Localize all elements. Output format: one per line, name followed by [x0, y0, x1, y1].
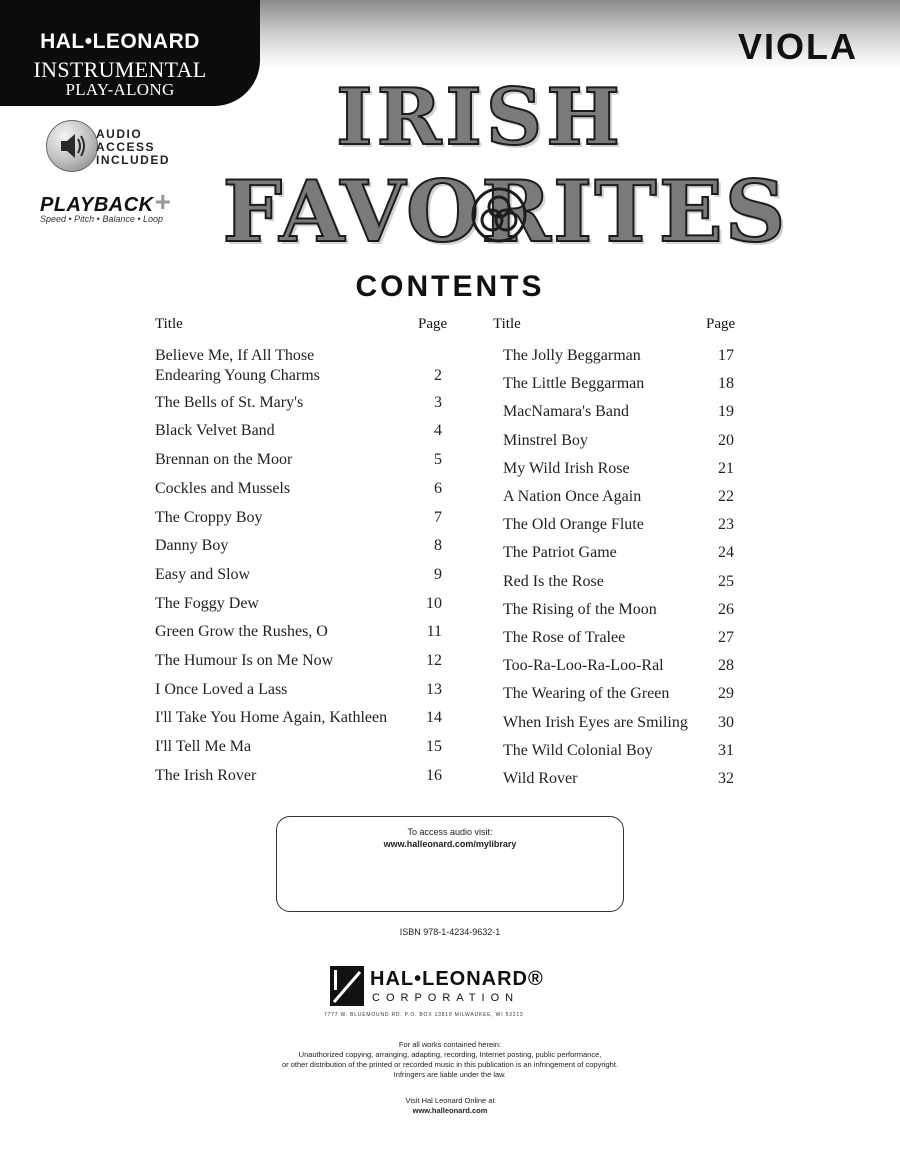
toc-title-right-4	[503, 459, 630, 479]
left-title-header: Title	[155, 316, 183, 332]
toc-title-right-10	[503, 628, 625, 648]
toc-page-number: 3	[434, 393, 442, 411]
toc-title-right-7	[503, 543, 617, 563]
toc-title-left-5	[155, 508, 263, 528]
right-page-header: Page	[706, 316, 736, 332]
toc-title-line: The Patriot Game	[503, 544, 617, 562]
toc-title-right-5	[503, 487, 641, 507]
toc-title-right-0	[503, 346, 641, 366]
audio-access-url[interactable]: www.halleonard.com/mylibrary	[383, 839, 517, 849]
toc-title-left-0	[155, 346, 320, 386]
book-title-line-2: FAVORITES	[222, 162, 788, 261]
instrument-label: VIOLA	[737, 26, 858, 67]
toc-title-line: The Old Orange Flute	[503, 516, 644, 534]
toc-page-number: 24	[718, 544, 734, 562]
toc-title-left-12	[155, 708, 387, 728]
toc-title-line: The Little Beggarman	[503, 375, 645, 393]
visit-online	[0, 1096, 900, 1116]
toc-title-right-8	[503, 572, 604, 592]
toc-title-left-3	[155, 450, 292, 470]
toc-title-right-12	[503, 684, 669, 704]
toc-title-line: Too-Ra-Loo-Ra-Loo-Ral	[503, 657, 664, 675]
toc-page-number: 17	[718, 347, 734, 364]
toc-page-number: 5	[434, 451, 442, 469]
toc-page-number: 18	[718, 375, 734, 393]
toc-title-line: I'll Tell Me Ma	[155, 738, 252, 756]
audio-badge-line-3: INCLUDED	[96, 153, 170, 167]
legal-line: Unauthorized copying, arranging, adapting, recording, Internet posting, public performance,	[298, 1050, 602, 1059]
toc-title-line: The Foggy Dew	[155, 594, 259, 612]
celtic-knot-icon	[470, 186, 528, 244]
hal-leonard-mark-icon	[330, 966, 364, 1006]
toc-title-line: The Jolly Beggarman	[503, 347, 641, 364]
toc-page-number: 13	[426, 680, 442, 698]
toc-title-right-15	[503, 769, 577, 789]
playback-features: Speed • Pitch • Balance • Loop	[40, 214, 164, 224]
toc-page-number: 32	[718, 770, 734, 787]
brand-name: HAL•LEONARD	[40, 30, 200, 53]
toc-title-line: Green Grow the Rushes, O	[155, 623, 328, 641]
toc-title-line: The Bells of St. Mary's	[155, 393, 304, 411]
toc-title-left-14	[155, 766, 256, 786]
toc-page-number: 14	[426, 709, 442, 727]
toc-title-left-7	[155, 565, 250, 585]
toc-page-number: 4	[434, 422, 442, 440]
toc-page-number: 23	[718, 516, 734, 534]
toc-page-number: 15	[426, 738, 442, 756]
toc-title-left-2	[155, 421, 275, 441]
toc-page-number: 19	[718, 403, 734, 421]
publisher-sub: CORPORATION	[372, 992, 520, 1004]
series-line-2: PLAY-ALONG	[65, 80, 175, 99]
left-page-header: Page	[418, 316, 448, 332]
toc-page-number: 11	[426, 623, 442, 641]
toc-title-right-9	[503, 600, 657, 620]
series-line-1: INSTRUMENTAL	[33, 57, 207, 82]
visit-text: Visit Hal Leonard Online at	[405, 1096, 495, 1105]
toc-title-line: The Croppy Boy	[155, 508, 263, 526]
publisher-logo	[324, 966, 580, 1026]
toc-title-right-2	[503, 402, 629, 422]
toc-page-number: 25	[718, 572, 734, 590]
toc-page-number: 21	[718, 459, 734, 477]
publisher-name: HAL•LEONARD®	[370, 968, 544, 990]
audio-badge-line-1: AUDIO	[96, 127, 143, 141]
toc-page-number: 27	[718, 629, 734, 646]
legal-line: For all works contained herein:	[398, 1040, 502, 1049]
toc-page-number: 31	[718, 741, 734, 759]
toc-title-line: Brennan on the Moor	[155, 451, 293, 469]
toc-title-left-10	[155, 651, 333, 671]
toc-title-line: The Wild Colonial Boy	[503, 741, 653, 759]
toc-title-line: The Wearing of the Green	[503, 685, 670, 703]
toc-title-left-4	[155, 479, 290, 499]
toc-page-number: 8	[434, 537, 442, 555]
toc-page-number: 16	[426, 766, 442, 784]
right-title-header: Title	[493, 316, 521, 332]
toc-title-line: The Rose of Tralee	[503, 629, 626, 646]
toc-title-line: A Nation Once Again	[503, 488, 642, 505]
toc-title-line: Endearing Young Charms	[155, 367, 320, 384]
contents-heading: CONTENTS	[355, 270, 545, 303]
toc-page-number: 6	[434, 479, 442, 497]
legal-line: or other distribution of the printed or recorded music in this publication is an infringement of copyright.	[281, 1060, 618, 1069]
toc-title-left-6	[155, 536, 228, 556]
toc-title-left-11	[155, 680, 287, 700]
legal-notice	[0, 1040, 900, 1080]
toc-title-right-1	[503, 374, 644, 394]
toc-title-line: My Wild Irish Rose	[503, 459, 630, 477]
visit-url[interactable]: www.halleonard.com	[412, 1106, 488, 1115]
toc-title-right-6	[503, 515, 644, 535]
toc-title-line: I'll Take You Home Again, Kathleen	[155, 709, 388, 727]
toc-title-right-13	[503, 713, 688, 733]
toc-title-left-13	[155, 737, 251, 757]
toc-title-line: Minstrel Boy	[503, 431, 588, 449]
audio-access-box	[276, 816, 624, 912]
toc-title-line: The Irish Rover	[155, 766, 257, 784]
toc-page-number: 29	[718, 685, 734, 703]
toc-page-number: 10	[426, 594, 442, 612]
playback-plus-icon: +	[154, 186, 172, 217]
toc-title-line: When Irish Eyes are Smiling	[503, 713, 688, 731]
toc-title-right-14	[503, 741, 653, 761]
toc-title-left-9	[155, 622, 328, 642]
isbn: ISBN 978-1-4234-9632-1	[399, 927, 501, 937]
legal-line: Infringers are liable under the law.	[393, 1070, 507, 1079]
toc-title-line: Easy and Slow	[155, 565, 251, 583]
toc-page-number: 12	[426, 652, 442, 669]
toc-title-line: Cockles and Mussels	[155, 479, 291, 497]
toc-title-line: Red Is the Rose	[503, 572, 604, 590]
toc-title-left-8	[155, 594, 259, 614]
publisher-address: 7777 W. BLUEMOUND RD. P.O. BOX 13819 MILWAUKEE, WI 53213	[324, 1012, 524, 1018]
toc-title-right-3	[503, 431, 588, 451]
toc-title-line: The Rising of the Moon	[503, 600, 657, 618]
toc-page-number: 9	[434, 565, 442, 583]
toc-page-number: 22	[718, 488, 734, 505]
audio-access-text: To access audio visit:	[407, 827, 493, 837]
toc-page-number: 20	[718, 431, 734, 449]
toc-title-line: Wild Rover	[503, 770, 578, 787]
toc-title-line: The Humour Is on Me Now	[155, 652, 334, 669]
toc-title-left-1	[155, 393, 303, 413]
book-title-line-1: IRISH	[336, 72, 624, 163]
toc-title-line: I Once Loved a Lass	[155, 680, 288, 698]
toc-title-right-11	[503, 656, 664, 676]
audio-badge-line-2: ACCESS	[96, 140, 156, 154]
toc-page-number: 28	[718, 657, 734, 675]
toc-page-number: 2	[434, 367, 442, 384]
toc-title-line: Danny Boy	[155, 537, 229, 555]
toc-title-line: Black Velvet Band	[155, 422, 275, 440]
toc-title-line: MacNamara's Band	[503, 403, 629, 421]
toc-title-line: Believe Me, If All Those	[155, 347, 315, 364]
toc-page-number: 30	[718, 713, 734, 731]
playback-logo-text: PLAYBACK	[40, 194, 154, 216]
toc-page-number: 26	[718, 600, 734, 618]
toc-page-number: 7	[434, 508, 442, 526]
